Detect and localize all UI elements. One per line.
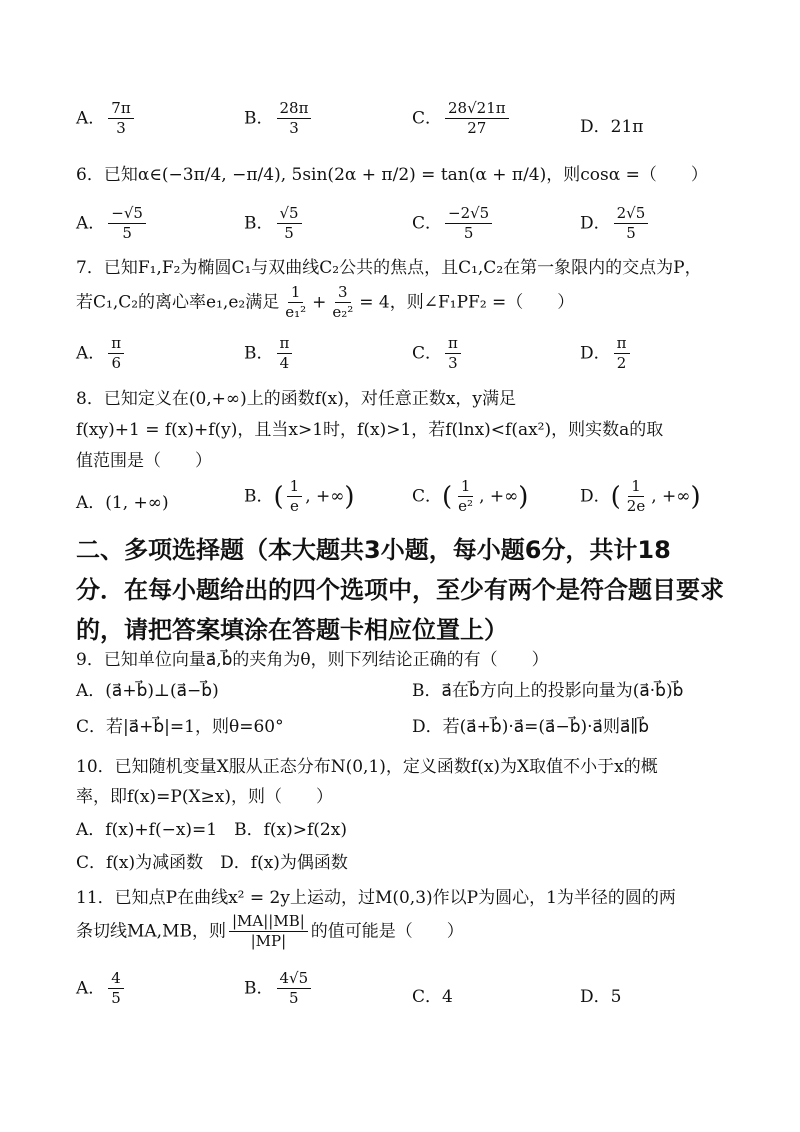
q9-option-c: C．若|a⃗+b⃗|=1，则θ=60°: [76, 717, 284, 737]
q8-option-b: B．( $\frac{1}{e}$ , +∞): [244, 477, 355, 516]
q8-option-c: C．( $\frac{1}{\text{e²}}$ , +∞): [412, 477, 529, 516]
q5-option-a: A． $\frac{7\pi}{3}$: [76, 100, 137, 138]
q11-line2: 条切线MA,MB，则 $\frac{|MA||MB|}{|MP|}$ 的值可能是（ ）: [76, 912, 464, 951]
q9-option-d: D．若(a⃗+b⃗)·a⃗=(a⃗−b⃗)·a⃗则a⃗∥b⃗: [412, 717, 650, 737]
q8-line1: 8．已知定义在(0,+∞)上的函数f(x)，对任意正数x，y满足: [76, 389, 517, 409]
q9-option-b: B．a⃗在b⃗方向上的投影向量为(a⃗·b⃗)b⃗: [412, 681, 684, 701]
q6-option-b: B． $\frac{√5}{5}$: [244, 205, 305, 243]
q8-line2: f(xy)+1 = f(x)+f(y)，且当x>1时，f(x)>1，若f(lnx)<f(ax²)，则实数a的取: [76, 420, 664, 440]
q8-line3: 值范围是（ ）: [76, 451, 212, 471]
q5-option-b: B． $\frac{28\pi}{3}$: [244, 100, 314, 138]
q6-option-c: C． $\frac{-2√5}{5}$: [412, 205, 495, 243]
section2-heading-line3: 的，请把答案填涂在答题卡相应位置上）: [76, 616, 508, 644]
q8-option-d: D．( $\frac{1}{2e}$ , +∞): [580, 477, 701, 516]
q11-option-c: C．4: [412, 987, 453, 1007]
q7-option-d: D． $\frac{\pi}{2}$: [580, 335, 633, 373]
q9-option-a: A．(a⃗+b⃗)⊥(a⃗−b⃗): [76, 681, 219, 701]
q10-line1: 10．已知随机变量X服从正态分布N(0,1)，定义函数f(x)为X取值不小于x的概: [76, 757, 658, 777]
q9-stem: 9．已知单位向量a⃗,b⃗的夹角为θ，则下列结论正确的有（ ）: [76, 650, 549, 670]
q7-line1: 7．已知F₁,F₂为椭圆C₁与双曲线C₂公共的焦点，且C₁,C₂在第一象限内的交点为P，: [76, 258, 702, 278]
q10-options-ab: A．f(x)+f(−x)=1 B．f(x)>f(2x): [76, 820, 347, 840]
q10-line2: 率，即f(x)=P(X≥x)，则（ ）: [76, 787, 334, 807]
q11-option-a: A． $\frac{4}{5}$: [76, 970, 127, 1008]
q6-option-a: A． $\frac{-√5}{5}$: [76, 205, 149, 243]
q5-option-c: C． $\frac{28√21\pi}{27}$: [412, 100, 512, 138]
q11-option-b: B． $\frac{4√5}{5}$: [244, 970, 314, 1008]
section2-heading-line2: 分．在每小题给出的四个选项中，至少有两个是符合题目要求: [76, 576, 724, 604]
q7-option-b: B． $\frac{\pi}{4}$: [244, 335, 295, 373]
q11-option-d: D．5: [580, 987, 622, 1007]
section2-heading-line1: 二、多项选择题（本大题共3小题，每小题6分，共计18: [76, 536, 671, 564]
q7-option-a: A． $\frac{\pi}{6}$: [76, 335, 127, 373]
q11-line1: 11．已知点P在曲线x² = 2y上运动，过M(0,3)作以P为圆心，1为半径的圆的两: [76, 888, 676, 908]
q8-option-a: A．(1, +∞): [76, 493, 169, 513]
q10-options-cd: C．f(x)为减函数 D．f(x)为偶函数: [76, 853, 348, 873]
q6-stem: 6．已知α∈(−3π/4, −π/4), 5sin(2α + π/2) = tan(α + π/4)，则cosα =（ ）: [76, 165, 708, 185]
q6-option-d: D． $\frac{2√5}{5}$: [580, 205, 651, 243]
q5-option-d: D．21π: [580, 117, 644, 137]
q7-line2: 若C₁,C₂的离心率e₁,e₂满足 $\frac{1}{\text{e₁²}}$ + $\frac{3}{\text{e₂²}}$ = 4，则∠F₁PF₂ =（ ）: [76, 283, 575, 322]
q7-option-c: C． $\frac{\pi}{3}$: [412, 335, 464, 373]
